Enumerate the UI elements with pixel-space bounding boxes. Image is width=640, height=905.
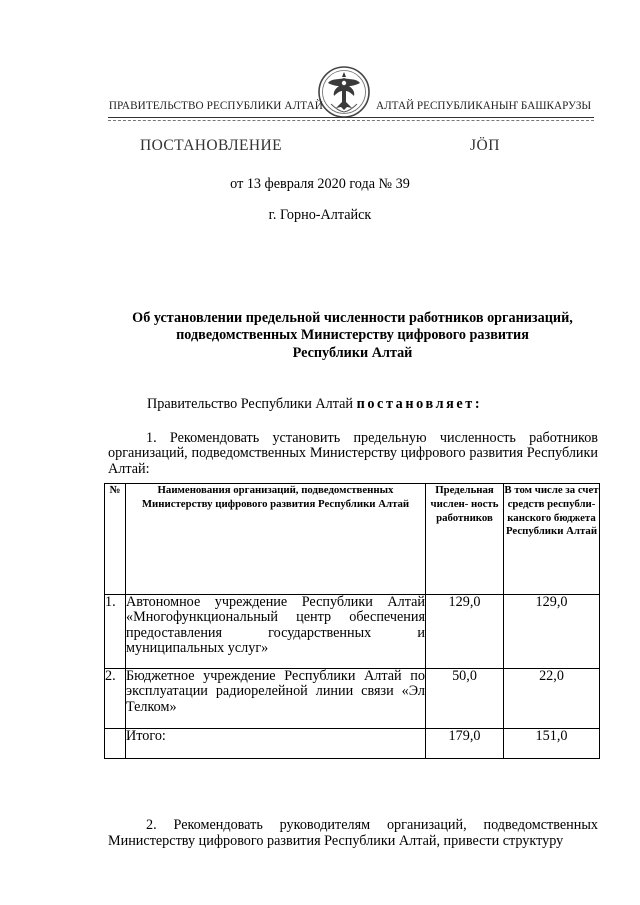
doc-type-alt: ЈӦП (470, 137, 500, 154)
row-org-name: Автономное учреждение Республики Алтай «Многофункциональный центр обеспечения предоставления государственных и муниципальных услуг» (126, 595, 426, 669)
row-num: 2. (105, 669, 126, 729)
decree-verb: постановляет: (356, 396, 483, 412)
row-limit: 50,0 (426, 669, 504, 729)
title-line: Об установлении предельной численности работников организаций, (132, 310, 573, 326)
total-limit: 179,0 (426, 729, 504, 759)
table-header-row (105, 484, 600, 595)
header-left: ПРАВИТЕЛЬСТВО РЕСПУБЛИКИ АЛТАЙ (108, 100, 323, 112)
row-budget: 129,0 (504, 595, 600, 669)
total-budget: 151,0 (504, 729, 600, 759)
document-city: г. Горно-Алтайск (268, 207, 372, 223)
header-right: АЛТАЙ РЕСПУБЛИКАНЫҤ БАШКАРУЗЫ (376, 100, 592, 112)
doc-type-ru: ПОСТАНОВЛЕНИЕ (140, 137, 282, 154)
header-limit: Предельная числен- ность работников (426, 484, 504, 595)
title-line: подведомственных Министерству цифрового развития (176, 327, 529, 344)
row-limit: 129,0 (426, 595, 504, 669)
row-org-name: Бюджетное учреждение Республики Алтай по эксплуатации радиорелейной линии связи «Эл Телком» (126, 669, 426, 729)
document-date: от 13 февраля 2020 года № 39 (230, 176, 410, 192)
total-num (105, 729, 126, 759)
header-num: № (105, 484, 126, 595)
header-divider (108, 117, 594, 118)
document-title (100, 310, 605, 362)
total-label: Итого: (126, 729, 426, 759)
table-total-row (105, 729, 600, 759)
decree-prefix: Правительство Республики Алтай (147, 396, 354, 412)
organizations-table (104, 483, 600, 759)
row-num: 1. (105, 595, 126, 669)
paragraph-2: 2. Рекомендовать руководителям организаций, подведомственных Министерству цифрового развития Республики Алтай, привести структуру (108, 817, 598, 849)
row-budget: 22,0 (504, 669, 600, 729)
table-row (105, 669, 600, 729)
header-divider-secondary (108, 120, 594, 121)
paragraph-1: 1. Рекомендовать установить предельную численность работников организаций, подведомственных Министерству цифрового развития Республики Алтай: (108, 430, 598, 477)
header-budget: В том числе за счет средств республи- канского бюджета Республики Алтай (504, 484, 600, 595)
title-line: Республики Алтай (292, 344, 413, 361)
header-name: Наименования организаций, подведомственных Министерству цифрового развития Республики Алтай (126, 484, 426, 595)
altai-emblem-icon (317, 64, 371, 120)
table-row (105, 595, 600, 669)
decree-statement (147, 396, 482, 413)
